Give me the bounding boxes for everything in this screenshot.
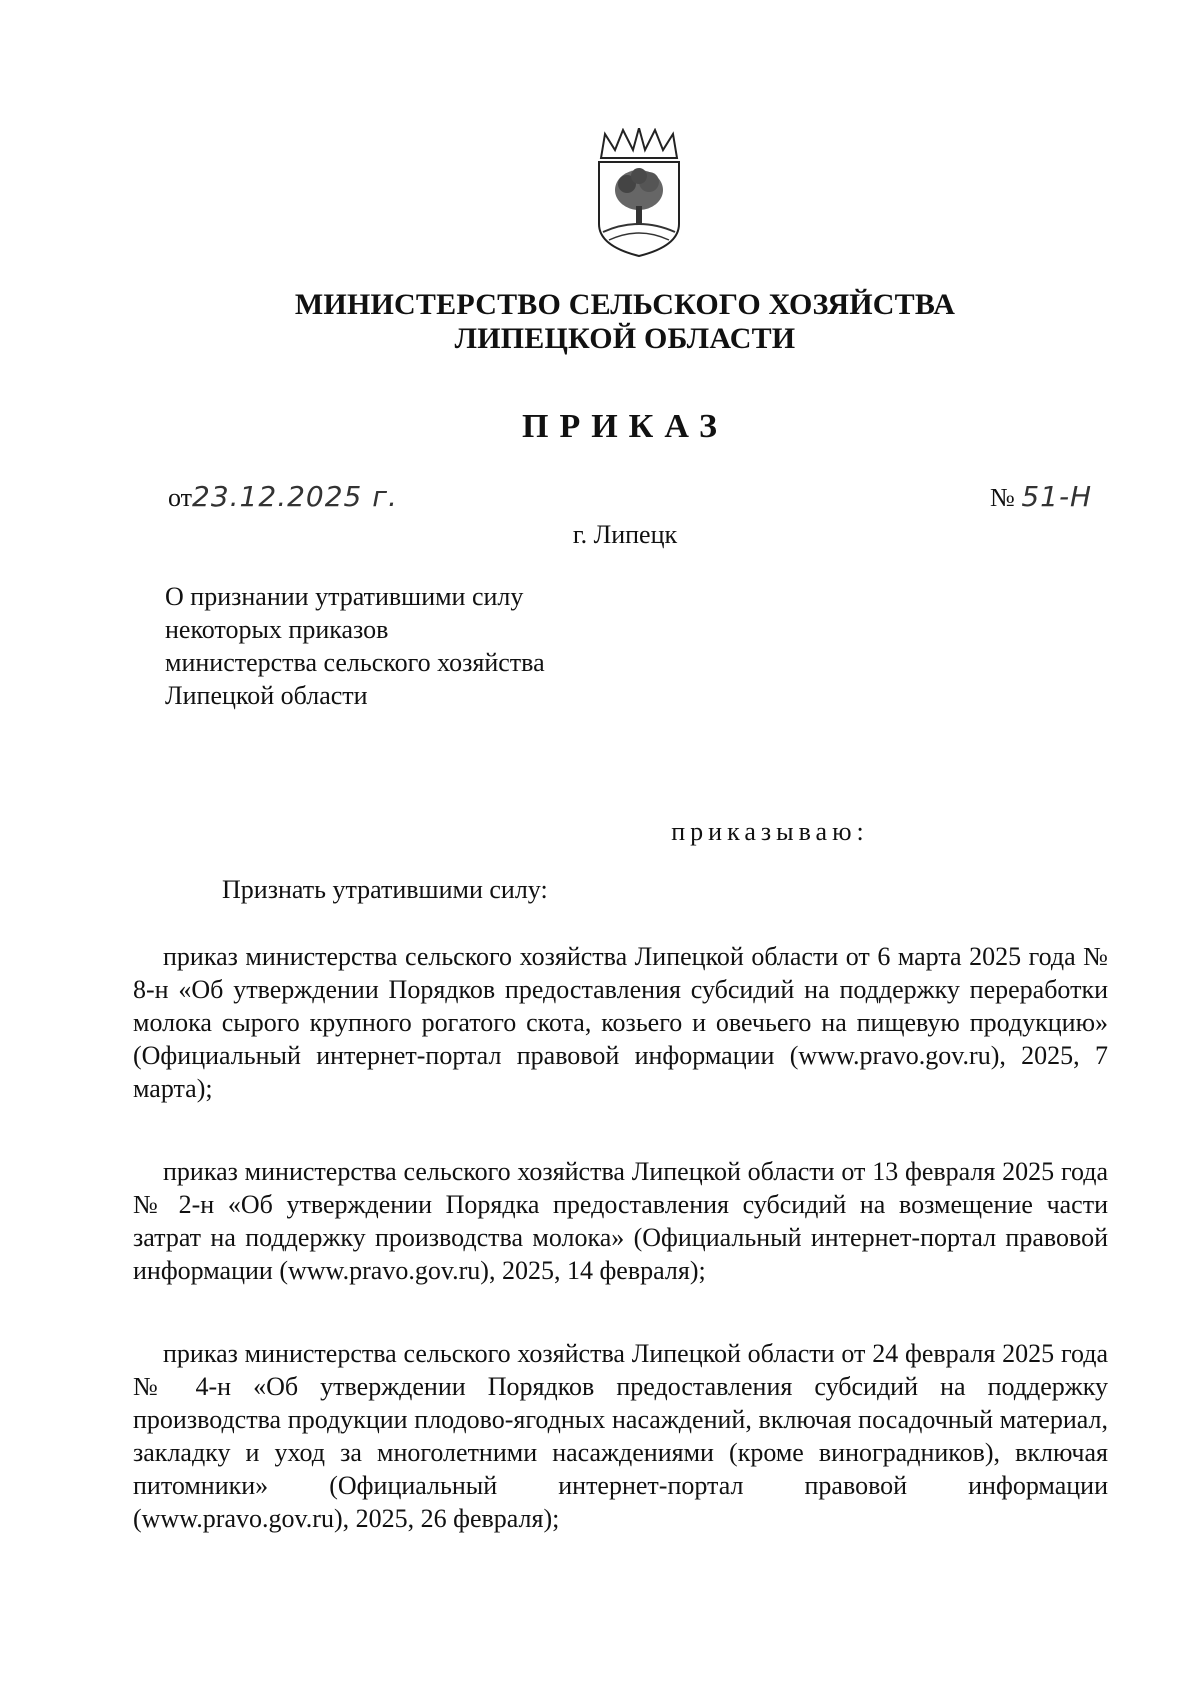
date-prefix: от [168, 483, 193, 512]
date-value: 23.12.2025 г. [192, 480, 398, 513]
subject-line: министерства сельского хозяйства [165, 648, 545, 677]
document-date [168, 480, 398, 513]
intro-text: Признать утратившими силу: [222, 875, 548, 904]
list-item: приказ министерства сельского хозяйства Липецкой области от 24 февраля 2025 года № 4-н «Об утверждении Порядков предоставления субсидий на поддержку производства продукции плодово-ягодных насаждений, включая посадочный материал, закладку и уход за многолетними насаждениями (кроме виноградников), включая питомники» (Официальный интернет-портал правовой информации (www.pravo.gov.ru), 2025, 26 февраля); [133, 1339, 1108, 1533]
list-item: приказ министерства сельского хозяйства Липецкой области от 13 февраля 2025 года № 2-н «Об утверждении Порядка предоставления субсидий на возмещение части затрат на поддержку производства молока» (Официальный интернет-портал правовой информации (www.pravo.gov.ru), 2025, 14 февраля); [133, 1157, 1108, 1285]
document-number [990, 480, 1092, 513]
list-item: приказ министерства сельского хозяйства Липецкой области от 6 марта 2025 года № 8-н «Об утверждении Порядков предоставления субсидий на поддержку переработки молока сырого крупного рогатого скота, козьего и овечьего на пищевую продукцию» (Официальный интернет-портал правовой информации (www.pravo.gov.ru), 2025, 7 марта); [133, 942, 1108, 1103]
document-subject [165, 580, 545, 712]
number-value: 51-Н [1021, 480, 1093, 513]
number-prefix: № [990, 483, 1015, 512]
city: г. Липецк [572, 520, 678, 549]
subject-line: О признании утратившими силу [165, 582, 524, 611]
revoked-orders-list [133, 940, 1108, 1585]
subject-line: Липецкой области [165, 681, 368, 710]
subject-line: некоторых приказов [165, 615, 389, 644]
order-word: приказываю: [671, 817, 869, 846]
coat-of-arms-icon [583, 128, 695, 258]
document-type: ПРИКАЗ [522, 408, 728, 445]
organization-name-line1: МИНИСТЕРСТВО СЕЛЬСКОГО ХОЗЯЙСТВА [294, 288, 956, 321]
organization-name-line2: ЛИПЕЦКОЙ ОБЛАСТИ [454, 322, 796, 355]
